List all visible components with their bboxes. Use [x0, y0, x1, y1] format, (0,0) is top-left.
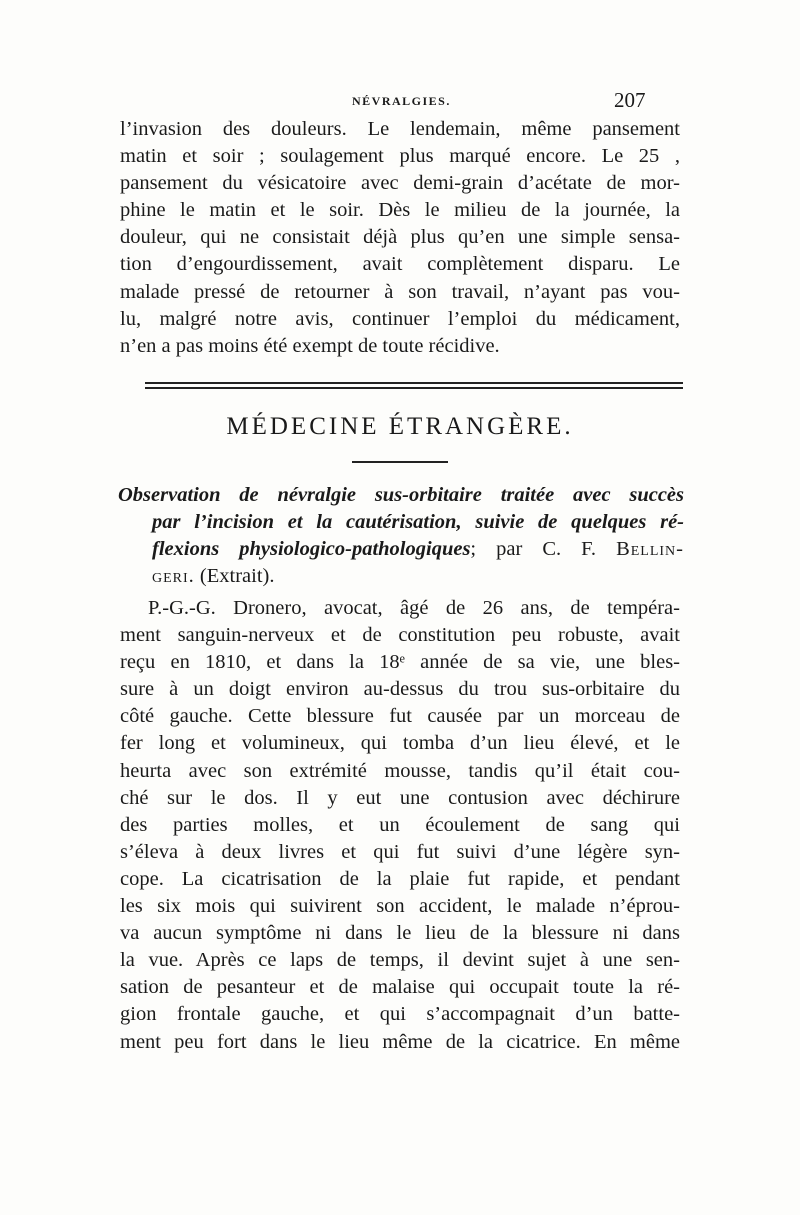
running-title: NÉVRALGIES. [352, 94, 451, 108]
text-line: ment sanguin-nerveux et de constitution peu robuste, avait [120, 624, 680, 647]
text-line: douleur, qui ne consistait déjà plus qu’en une simple sensa- [120, 226, 680, 249]
text-line: des parties molles, et un écoulement de sang qui [120, 813, 680, 836]
text-line: heurta avec son extrémité mousse, tandis qu’il était cou- [120, 759, 680, 782]
text-line: tion d’engourdissement, avait complètement disparu. Le [120, 253, 680, 276]
author-name-cont: geri. [152, 565, 195, 588]
text-line: l’invasion des douleurs. Le lendemain, même pansement [120, 118, 680, 140]
text-line: phine le matin et le soir. Dès le milieu de la journée, la [120, 199, 680, 222]
text-line: pansement du vésicatoire avec demi-grain d’acétate de mor- [120, 172, 680, 195]
text-line: fer long et volumineux, qui tomba d’un lieu élevé, et le [120, 732, 680, 755]
text-line: matin et soir ; soulagement plus marqué encore. Le 25 , [120, 145, 680, 168]
title-italic-part: flexions physiologico-pathologiques [152, 538, 471, 561]
page-number: 207 [614, 88, 646, 112]
text-line: reçu en 1810, et dans la 18ᵉ année de sa vie, une bles- [120, 651, 680, 674]
text-line: côté gauche. Cette blessure fut causée par un morceau de [120, 705, 680, 728]
title-line [118, 536, 684, 563]
text-line: ment peu fort dans le lieu même de la cicatrice. En même [120, 1030, 680, 1053]
text-line: va aucun symptôme ni dans le lieu de la blessure ni dans [120, 922, 680, 945]
paragraph-continued [120, 116, 680, 360]
text-line: sure à un doigt environ au-dessus du trou sus-orbitaire du [120, 678, 680, 701]
observation-title [118, 482, 684, 590]
title-line: Observation de névralgie sus-orbitaire traitée avec succès [118, 484, 684, 506]
extract-note: (Extrait). [194, 565, 275, 588]
text-line: lu, malgré notre avis, continuer l’emploi du médicament, [120, 307, 680, 330]
section-title: MÉDECINE ÉTRANGÈRE. [226, 413, 574, 440]
title-line [118, 563, 684, 590]
short-rule-divider [352, 461, 448, 463]
text-line: les six mois qui suivirent son accident, le malade n’éprou- [120, 895, 680, 918]
text-line: la vue. Après ce laps de temps, il devint sujet à une sen- [120, 949, 680, 972]
page-header [0, 88, 800, 118]
title-rest: ; par C. F. [470, 538, 617, 561]
text-line: n’en a pas moins été exempt de toute récidive. [120, 334, 500, 357]
text-line: cope. La cicatrisation de la plaie fut rapide, et pendant [120, 867, 680, 890]
text-line: sation de pesanteur et de malaise qui occupait toute la ré- [120, 976, 680, 999]
author-name: Bellin- [616, 538, 684, 561]
text-line: malade pressé de retourner à son travail, n’ayant pas vou- [120, 280, 680, 303]
text-line: ché sur le dos. Il y eut une contusion avec déchirure [120, 786, 680, 809]
double-rule-divider [145, 382, 683, 388]
paragraph-observation [120, 595, 680, 1056]
title-line: par l’incision et la cautérisation, suivie de quelques ré- [152, 511, 684, 534]
text-line: P.-G.-G. Dronero, avocat, âgé de 26 ans, de tempéra- [148, 597, 680, 619]
text-line: s’éleva à deux livres et qui fut suivi d’une légère syn- [120, 840, 680, 863]
text-line: gion frontale gauche, et qui s’accompagnait d’un batte- [120, 1003, 680, 1026]
